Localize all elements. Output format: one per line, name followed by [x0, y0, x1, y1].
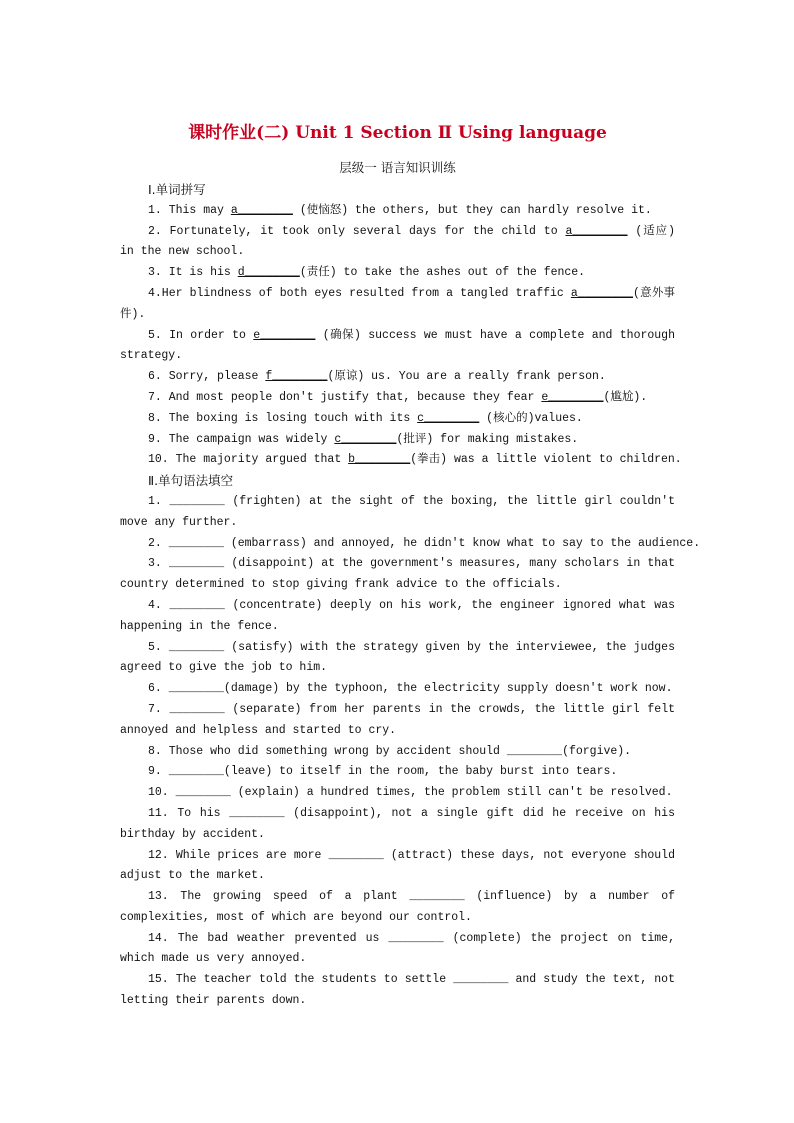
answer-blank[interactable]: c________ — [334, 432, 397, 446]
question-text: 10. The majority argued that — [148, 453, 349, 467]
question-text: (核心的)values. — [479, 411, 583, 425]
grammar-question: 12. While prices are more ________ (attract) these days, not everyone should adjust to the market. — [120, 848, 675, 883]
spelling-question — [120, 367, 675, 388]
answer-blank[interactable]: a________ — [565, 224, 628, 238]
answer-blank[interactable]: f________ — [265, 370, 328, 384]
question-text: 6. Sorry, please — [148, 370, 266, 384]
page-title: 课时作业(二) Unit 1 Section Ⅱ Using language — [188, 123, 607, 143]
question-text: 4.Her blindness of both eyes resulted from a tangled traffic — [148, 286, 571, 300]
question-text: 9. The campaign was widely — [148, 432, 335, 446]
spelling-question — [120, 263, 675, 284]
spelling-question — [120, 201, 675, 222]
question-text: (意外事件). — [120, 286, 676, 321]
question-text: 7. And most people don't justify that, because they fear — [148, 390, 542, 404]
question-text: (拳击) was a little violent to children. — [410, 453, 682, 467]
question-text: (适应) in the new school. — [120, 224, 675, 259]
spelling-question — [120, 450, 682, 471]
spelling-question — [120, 284, 675, 326]
page-subtitle: 层级一 语言知识训练 — [339, 160, 456, 175]
answer-blank[interactable]: d________ — [237, 266, 300, 280]
section-heading-grammar: Ⅱ.单句语法填空 — [148, 473, 234, 489]
grammar-question: 5. ________ (satisfy) with the strategy given by the interviewee, the judges agreed to give the job to him. — [120, 640, 675, 675]
grammar-question: 4. ________ (concentrate) deeply on his work, the engineer ignored what was happening in the fence. — [120, 598, 675, 633]
question-text: 5. In order to — [148, 328, 254, 342]
question-text: (尴尬). — [603, 390, 648, 404]
question-text: (责任) to take the ashes out of the fence. — [299, 266, 586, 280]
question-text: 3. It is his — [148, 266, 238, 280]
question-text: 2. Fortunately, it took only several days for the child to — [148, 224, 566, 238]
grammar-question: 1. ________ (frighten) at the sight of the boxing, the little girl couldn't move any further. — [120, 494, 675, 529]
grammar-question: 7. ________ (separate) from her parents in the crowds, the little girl felt annoyed and helpless and started to cry. — [120, 702, 675, 737]
answer-blank[interactable]: c________ — [417, 411, 480, 425]
question-text: (原谅) us. You are a really frank person. — [327, 370, 606, 384]
grammar-question: 3. ________ (disappoint) at the government's measures, many scholars in that country determined to stop giving frank advice to the officials. — [120, 557, 675, 592]
spelling-question — [120, 326, 675, 368]
spelling-question — [120, 222, 675, 264]
spelling-question — [120, 430, 675, 451]
grammar-question: 9. ________(leave) to itself in the room, the baby burst into tears. — [148, 765, 618, 779]
spelling-question — [120, 388, 675, 409]
question-text: (使恼怒) the others, but they can hardly resolve it. — [292, 203, 652, 217]
grammar-question: 10. ________ (explain) a hundred times, the problem still can't be resolved. — [148, 786, 673, 800]
spelling-question — [120, 409, 675, 430]
question-text: (批评) for making mistakes. — [396, 432, 579, 446]
answer-blank[interactable]: a________ — [230, 203, 293, 217]
grammar-question: 14. The bad weather prevented us ________ (complete) the project on time, which made us very annoyed. — [120, 931, 675, 966]
question-text: 1. This may — [148, 203, 231, 217]
answer-blank[interactable]: a________ — [570, 286, 634, 300]
grammar-question: 2. ________ (embarrass) and annoyed, he didn't know what to say to the audience. — [148, 536, 701, 550]
question-text: (确保) success we must have a complete and thorough strategy. — [120, 328, 675, 363]
grammar-question: 15. The teacher told the students to settle ________ and study the text, not letting their parents down. — [120, 973, 675, 1008]
grammar-question: 8. Those who did something wrong by accident should ________(forgive). — [148, 744, 632, 758]
answer-blank[interactable]: e________ — [541, 390, 604, 404]
answer-blank[interactable]: b________ — [348, 453, 411, 467]
grammar-question: 6. ________(damage) by the typhoon, the electricity supply doesn't work now. — [148, 682, 673, 696]
question-text: 8. The boxing is losing touch with its — [148, 411, 418, 425]
answer-blank[interactable]: e________ — [253, 328, 316, 342]
section-heading-spelling: Ⅰ.单词拼写 — [148, 182, 206, 197]
grammar-question: 11. To his ________ (disappoint), not a single gift did he receive on his birthday by accident. — [120, 806, 675, 841]
grammar-question: 13. The growing speed of a plant ________ (influence) by a number of complexities, most of which are beyond our control. — [120, 890, 675, 924]
worksheet-content — [120, 180, 701, 1012]
